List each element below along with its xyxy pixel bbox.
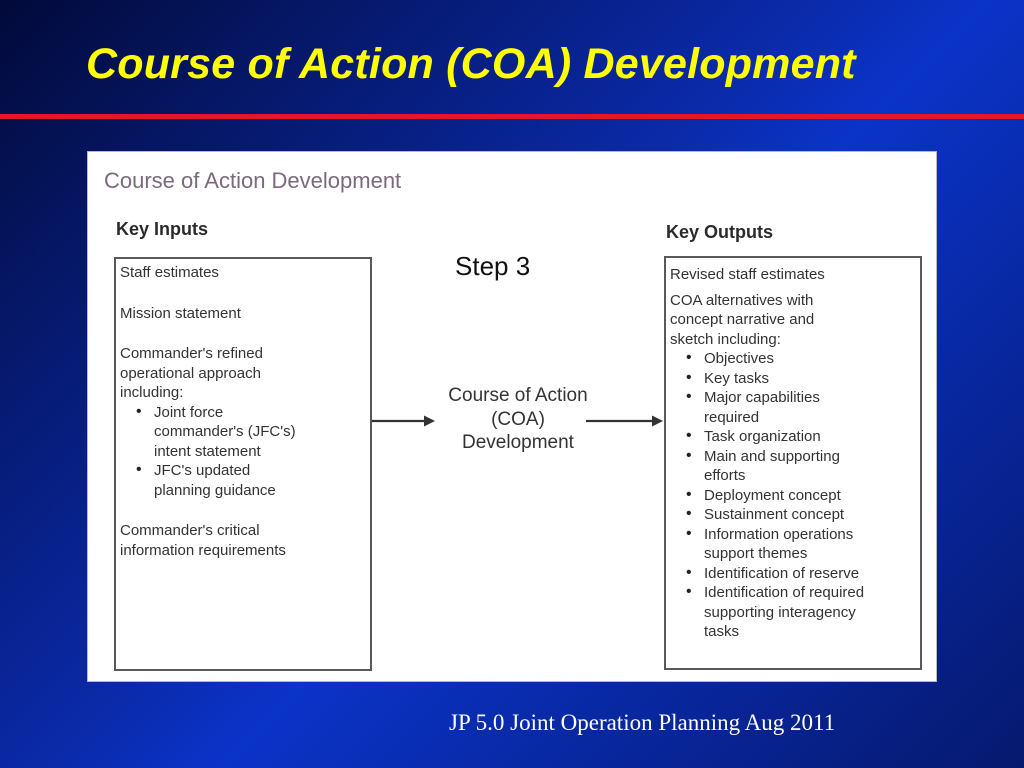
input-staff-estimates: Staff estimates <box>120 264 219 281</box>
diagram-panel <box>87 151 937 682</box>
key-outputs-heading: Key Outputs <box>666 222 774 242</box>
diagram-title: Course of Action Development <box>104 168 402 193</box>
bullet-sustainment-concept: • Sustainment concept <box>704 505 920 525</box>
title-rule <box>0 114 1024 119</box>
bullet-major-capabilities: • Major capabilities required <box>704 388 920 427</box>
slide-footer: JP 5.0 Joint Operation Planning Aug 2011 <box>449 710 836 735</box>
bullet-jfc-guidance: • JFC's updated planning guidance <box>154 461 370 500</box>
key-outputs-box <box>664 256 922 670</box>
slide-title: Course of Action (COA) Development <box>86 40 856 88</box>
bullet-deployment-concept: • Deployment concept <box>704 486 920 506</box>
bullet-identification-reserve: • Identification of reserve <box>704 564 920 584</box>
arrow-right-icon <box>586 414 664 428</box>
key-outputs-list <box>670 265 920 642</box>
output-coa-alternatives: COA alternatives with concept narrative and sketch including: • Objectives • Key tasks • Major capabilities required • Task organization • Main and supporting efforts • Deployment concept • Sustainment concept • Information operations support themes • Identification of reserve • Identification of required supporting interagency tasks <box>670 291 920 642</box>
bullet-jfc-intent: • Joint force commander's (JFC's) intent statement <box>154 403 370 462</box>
bullet-information-operations: • Information operations support themes <box>704 525 920 564</box>
arrow-right-icon <box>372 414 436 428</box>
bullet-task-organization: • Task organization <box>704 427 920 447</box>
center-process-label: Course of Action (COA) Development <box>448 385 588 453</box>
input-approach-bullets <box>120 403 370 501</box>
output-coa-bullets <box>670 349 920 642</box>
step-label: Step 3 <box>455 251 531 281</box>
key-inputs-list <box>120 263 370 560</box>
input-mission-statement: Mission statement <box>120 304 241 322</box>
bullet-identification-interagency: • Identification of required supporting interagency tasks <box>704 583 920 642</box>
input-ccir: Commander's critical information requirements <box>120 522 286 559</box>
bullet-key-tasks: • Key tasks <box>704 369 920 389</box>
key-inputs-heading: Key Inputs <box>116 219 209 239</box>
key-inputs-box <box>114 257 372 671</box>
input-refined-approach: Commander's refined operational approach including: • Joint force commander's (JFC's) intent statement • JFC's updated planning guidance <box>120 344 370 500</box>
output-revised-estimates: Revised staff estimates <box>670 266 825 283</box>
bullet-main-supporting-efforts: • Main and supporting efforts <box>704 447 920 486</box>
bullet-objectives: • Objectives <box>704 349 920 369</box>
